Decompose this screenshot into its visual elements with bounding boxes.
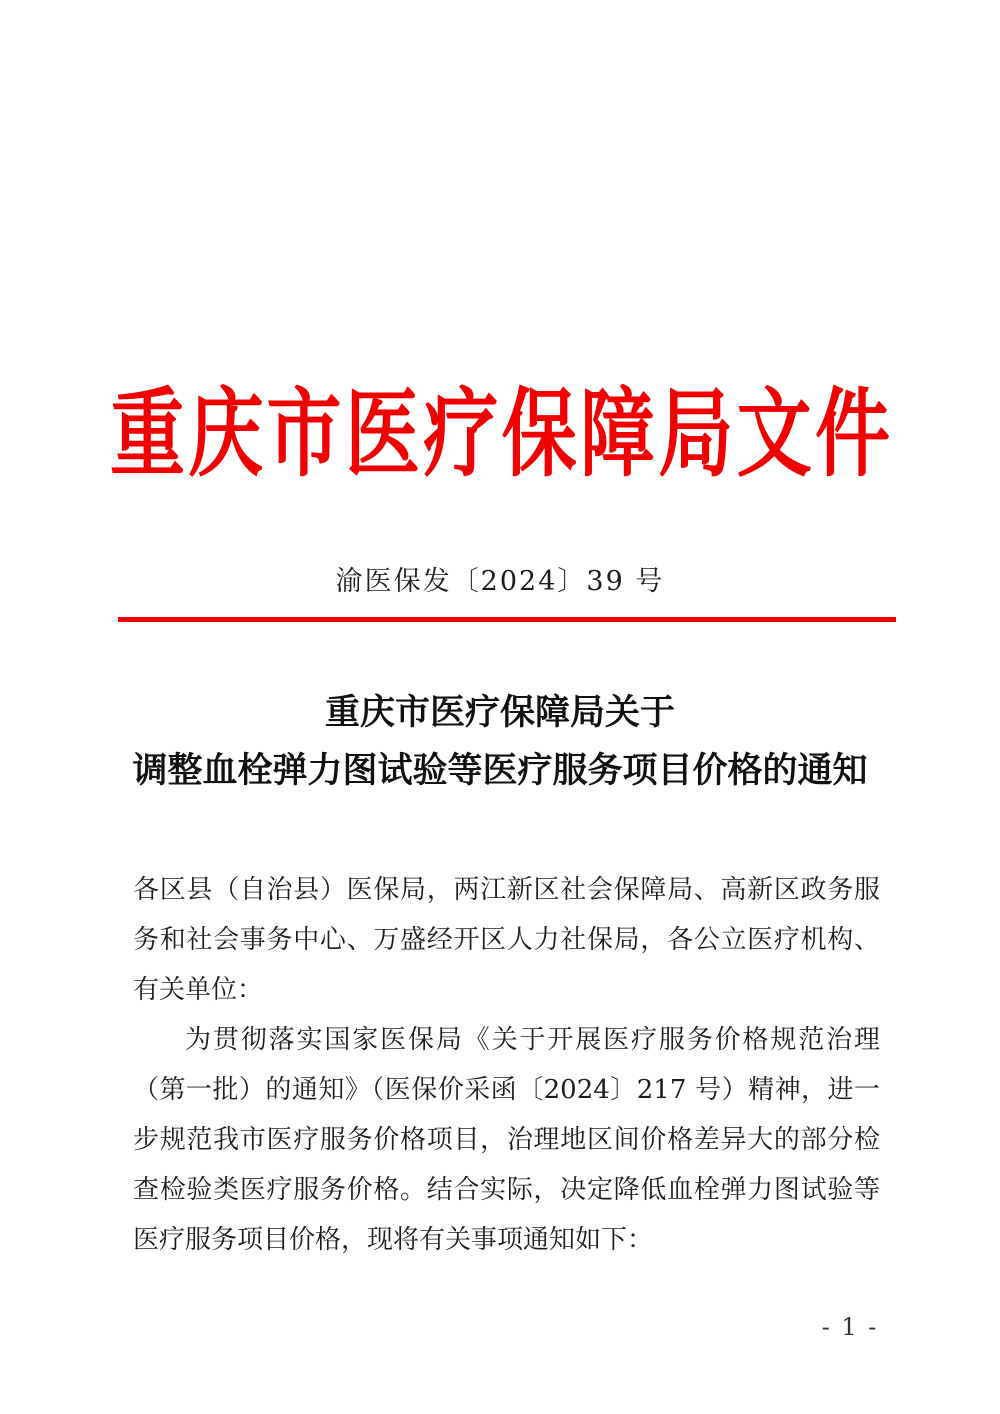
letterhead bbox=[110, 378, 890, 490]
red-divider-line bbox=[118, 617, 896, 622]
body-paragraph-line: 步规范我市医疗服务价格项目，治理地区间价格差异大的部分检 bbox=[133, 1125, 880, 1155]
salutation-line: 务和社会事务中心、万盛经开区人力社保局，各公立医疗机构、 bbox=[133, 925, 880, 955]
salutation-line: 有关单位： bbox=[133, 975, 264, 1005]
letterhead-title: 重 庆 市 医 疗 保 障 局 文 件 bbox=[110, 377, 890, 490]
body-paragraph-line: 医疗服务项目价格，现将有关事项通知如下： bbox=[133, 1225, 654, 1255]
body-paragraph-line: 查检验类医疗服务价格。结合实际，决定降低血栓弹力图试验等 bbox=[133, 1175, 880, 1205]
notice-title-line2: 调整血栓弹力图试验等医疗服务项目价格的通知 bbox=[132, 750, 868, 791]
notice-title-line1: 重庆市医疗保障局关于 bbox=[324, 692, 675, 733]
body-paragraph-line: （第一批）的通知》（医保价采函〔2024〕217 号）精神，进一 bbox=[133, 1075, 880, 1105]
body-paragraph-line: 为贯彻落实国家医保局《关于开展医疗服务价格规范治理 bbox=[185, 1025, 880, 1055]
salutation-line: 各区县（自治县）医保局，两江新区社会保障局、高新区政务服 bbox=[133, 875, 880, 905]
document-number: 渝医保发〔2024〕39 号 bbox=[335, 566, 665, 597]
page-number: - 1 - bbox=[821, 1313, 879, 1341]
notice-body bbox=[133, 865, 880, 1265]
notice-title bbox=[0, 684, 1000, 800]
